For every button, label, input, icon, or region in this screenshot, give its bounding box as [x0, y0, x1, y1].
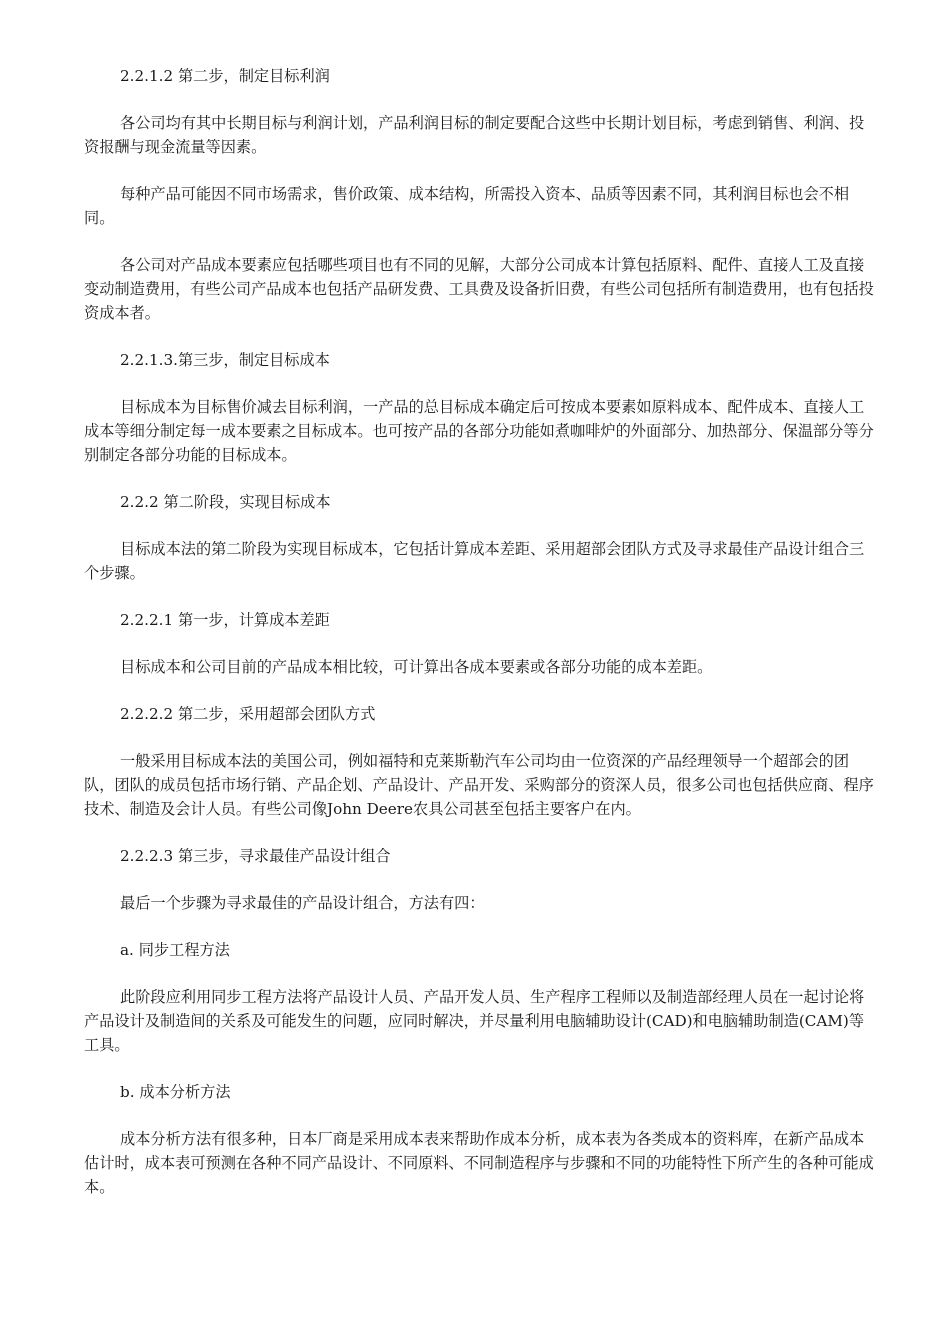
section-heading-2-2-2-2: 2.2.2.2 第二步，采用超部会团队方式 [120, 705, 376, 723]
paragraph-profit-target: 每种产品可能因不同市场需求，售价政策、成本结构，所需投入资本、品质等因素不同，其利润目标也会不相同。 [84, 185, 849, 227]
document-page [84, 64, 876, 1222]
section-heading-2-2-1-3: 2.2.1.3.第三步，制定目标成本 [120, 351, 330, 369]
paragraph-profit-plan: 各公司均有其中长期目标与利润计划，产品利润目标的制定要配合这些中长期计划目标，考虑到销售、利润、投资报酬与现金流量等因素。 [84, 114, 865, 156]
section-heading-2-2-1-2: 2.2.1.2 第二步，制定目标利润 [120, 67, 330, 85]
paragraph-cross-team: 一般采用目标成本法的美国公司，例如福特和克莱斯勒汽车公司均由一位资深的产品经理领导一个超部会的团队，团队的成员包括市场行销、产品企划、产品设计、产品开发、采购部分的资深人员，很多公司也包括供应商、程序技术、制造及会计人员。有些公司像John Deere农具公司甚至包括主要客户在内。 [84, 752, 874, 818]
method-heading-b: b. 成本分析方法 [120, 1083, 231, 1101]
paragraph-phase-two: 目标成本法的第二阶段为实现目标成本，它包括计算成本差距、采用超部会团队方式及寻求最佳产品设计组合三个步骤。 [84, 540, 865, 582]
method-heading-a: a. 同步工程方法 [120, 941, 230, 959]
paragraph-concurrent-engineering: 此阶段应利用同步工程方法将产品设计人员、产品开发人员、生产程序工程师以及制造部经理人员在一起讨论将产品设计及制造间的关系及可能发生的问题，应同时解决，并尽量利用电脑辅助设计(CAD)和电脑辅助制造(CAM)等工具。 [84, 988, 865, 1054]
paragraph-cost-gap: 目标成本和公司目前的产品成本相比较，可计算出各成本要素或各部分功能的成本差距。 [120, 658, 713, 676]
section-heading-2-2-2-1: 2.2.2.1 第一步，计算成本差距 [120, 611, 330, 629]
paragraph-cost-elements: 各公司对产品成本要素应包括哪些项目也有不同的见解，大部分公司成本计算包括原料、配件、直接人工及直接变动制造费用，有些公司产品成本也包括产品研发费、工具费及设备折旧费，有些公司包括所有制造费用，也有包括投资成本者。 [84, 256, 874, 322]
paragraph-cost-analysis: 成本分析方法有很多种，日本厂商是采用成本表来帮助作成本分析，成本表为各类成本的资料库，在新产品成本估计时，成本表可预测在各种不同产品设计、不同原料、不同制造程序与步骤和不同的功能特性下所产生的各种可能成本。 [84, 1130, 874, 1196]
section-heading-2-2-2: 2.2.2 第二阶段，实现目标成本 [120, 493, 331, 511]
paragraph-four-methods: 最后一个步骤为寻求最佳的产品设计组合，方法有四： [120, 894, 485, 912]
paragraph-target-cost: 目标成本为目标售价减去目标利润，一产品的总目标成本确定后可按成本要素如原料成本、配件成本、直接人工成本等细分制定每一成本要素之目标成本。也可按产品的各部分功能如煮咖啡炉的外面部分、加热部分、保温部分等分别制定各部分功能的目标成本。 [84, 398, 874, 464]
section-heading-2-2-2-3: 2.2.2.3 第三步，寻求最佳产品设计组合 [120, 847, 391, 865]
